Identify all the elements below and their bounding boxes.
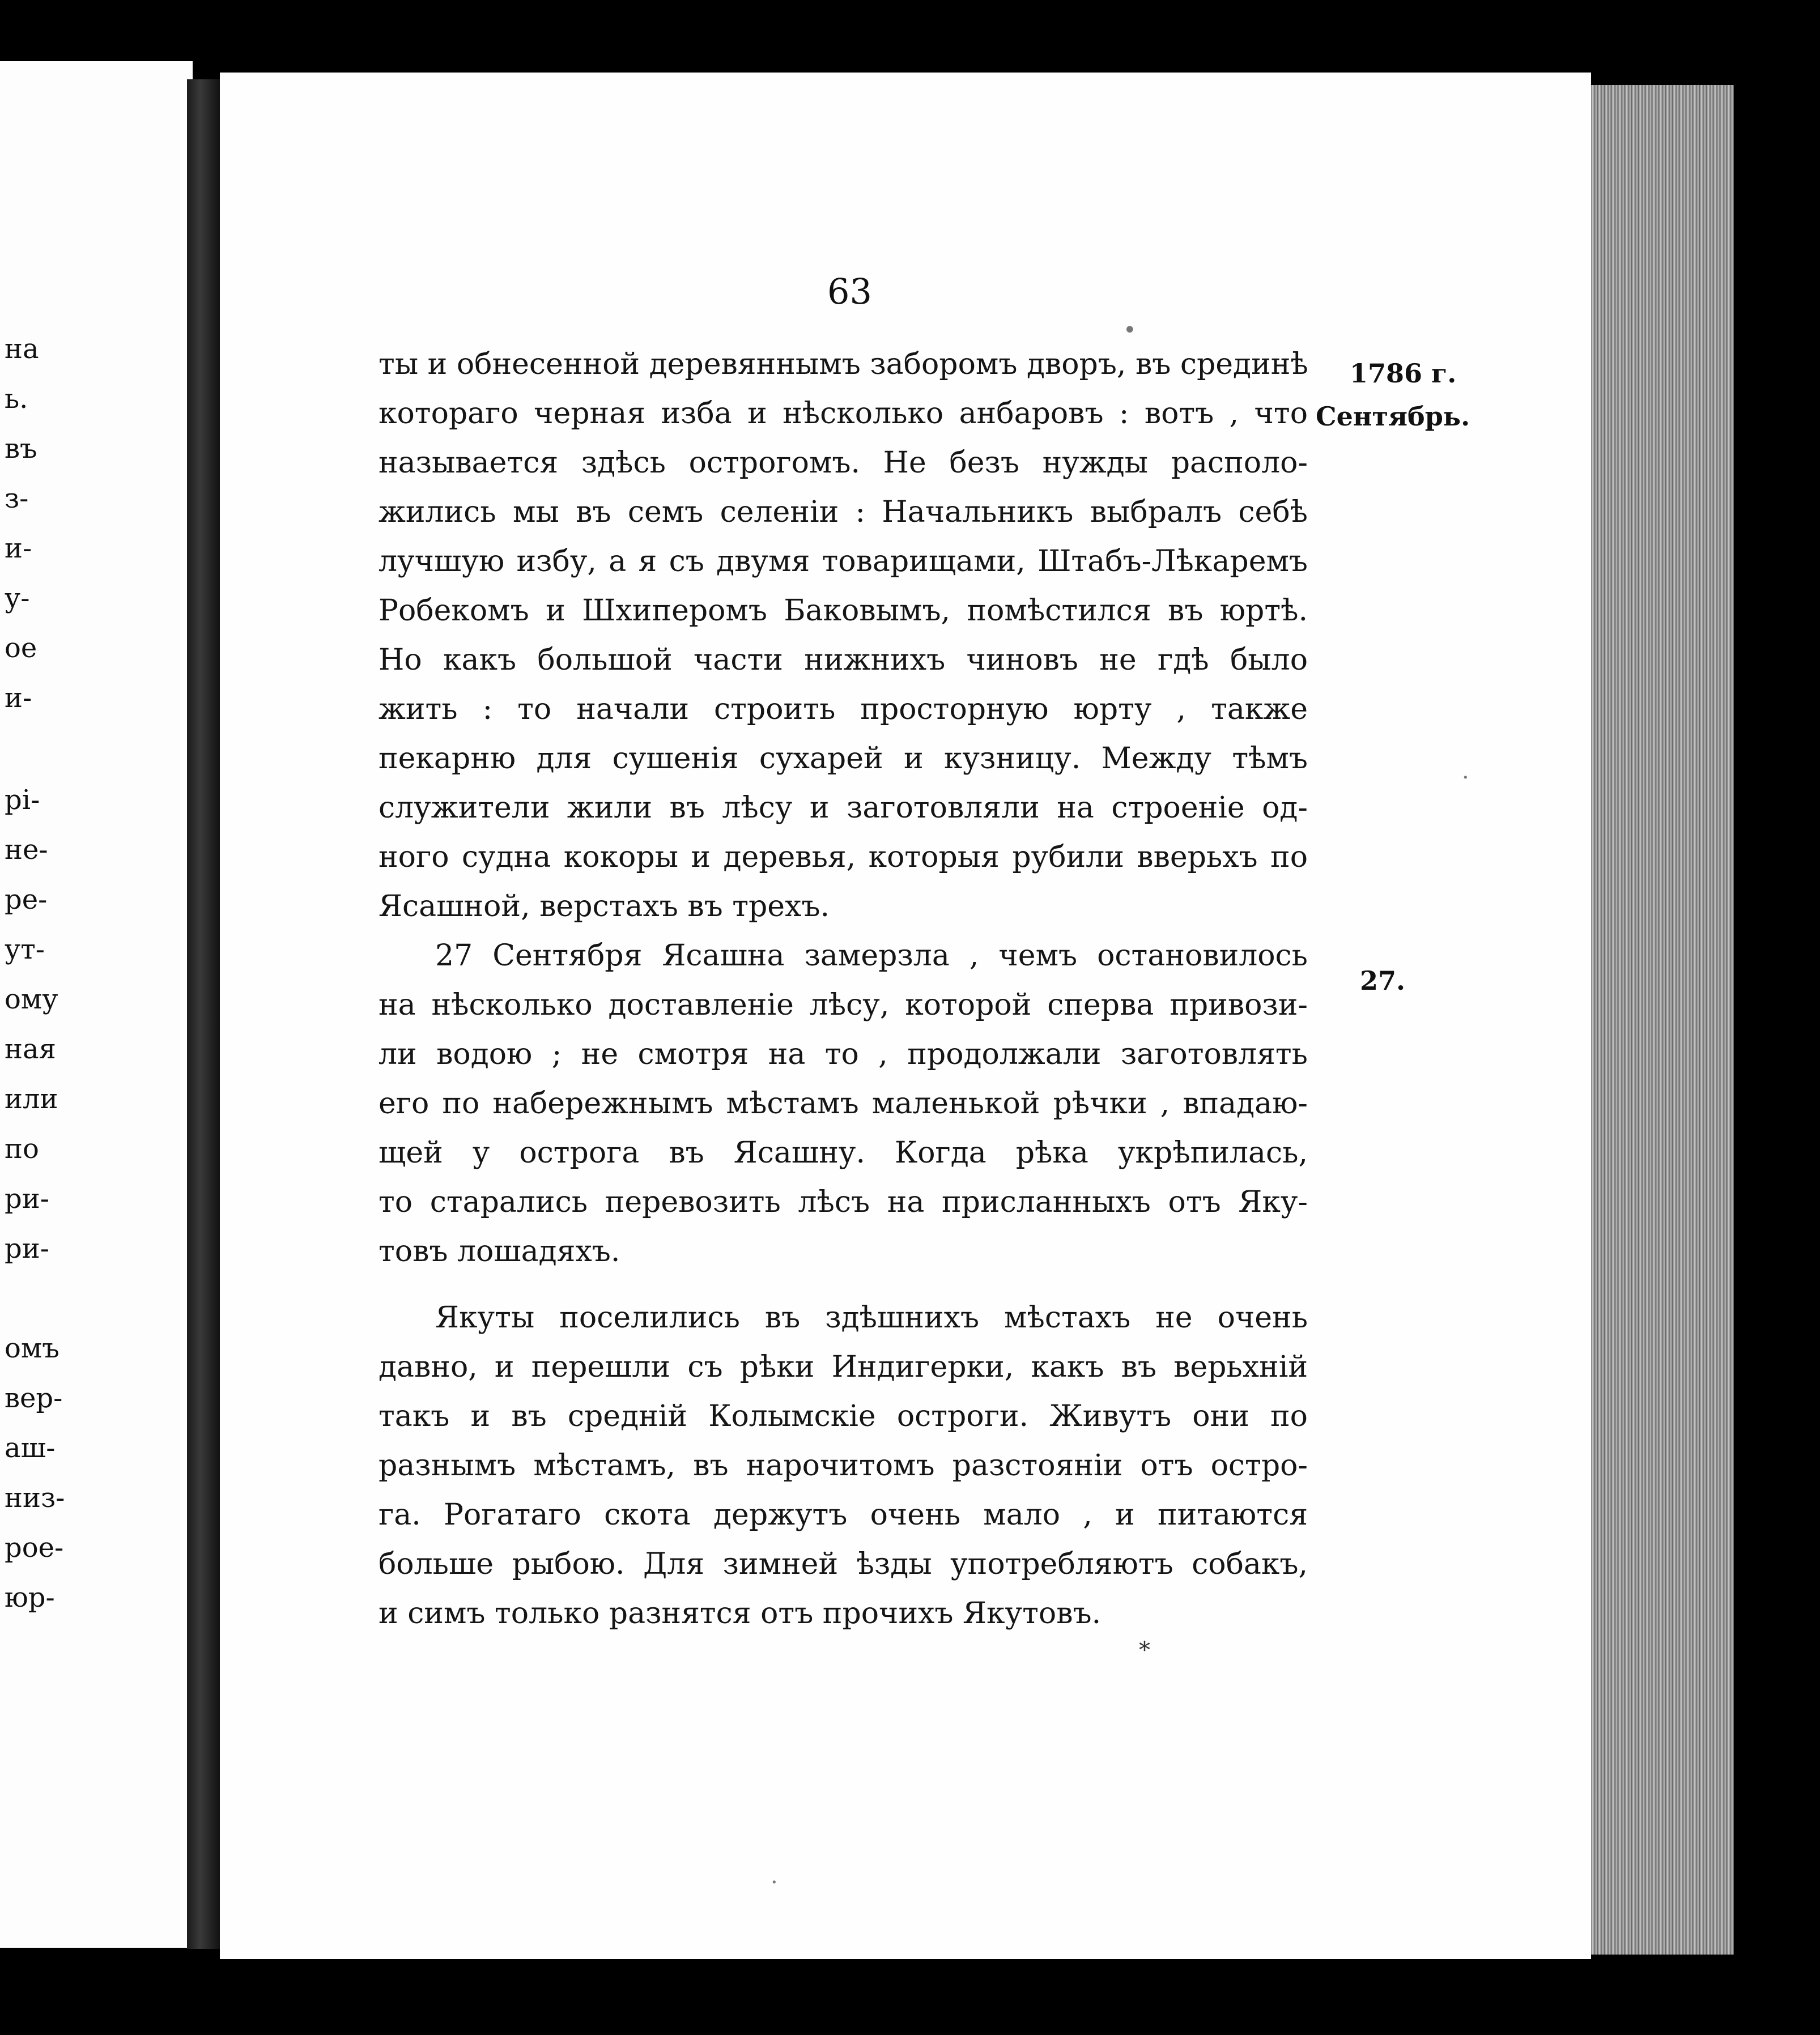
margin-note-year: 1786 г. (1350, 358, 1457, 389)
paragraph-gap (379, 1276, 1308, 1293)
text-line: Робекомъ и Шхиперомъ Баковымъ, помѣстился въ юртѣ. (379, 594, 1308, 628)
page-edges (1591, 85, 1734, 1955)
text-line: жились мы въ семъ селеніи : Начальникъ выбралъ себѣ (379, 495, 1308, 529)
text-line: больше рыбою. Для зимней ѣзды употребляютъ собакъ, (379, 1547, 1308, 1581)
left-fragment: или (5, 1083, 58, 1115)
text-line: котораго черная изба и нѣсколько анбаровъ : вотъ , что (379, 397, 1308, 431)
ink-speck: · (771, 1870, 778, 1896)
left-fragment: рі- (5, 784, 40, 816)
left-fragment: на (5, 333, 39, 365)
left-fragment: въ (5, 433, 37, 465)
ink-speck: • (1123, 317, 1137, 343)
text-line: называется здѣсь острогомъ. Не безъ нужды располо- (379, 446, 1308, 480)
left-fragment: ная (5, 1033, 56, 1065)
text-line: Ясашной, верстахъ въ трехъ. (379, 889, 830, 923)
left-fragment: низ- (5, 1482, 65, 1514)
left-fragment: и- (5, 682, 32, 714)
text-line: щей у острога въ Ясашну. Когда рѣка укрѣпилась, (379, 1136, 1308, 1170)
ink-speck: · (1462, 765, 1469, 791)
text-line: ты и обнесенной деревяннымъ заборомъ дворъ, въ срединѣ (379, 347, 1308, 381)
left-fragment: рое- (5, 1532, 64, 1564)
text-line: пекарню для сушенія сухарей и кузницу. Между тѣмъ (379, 742, 1308, 776)
left-fragment: у- (5, 582, 30, 614)
catchword-asterisk: * (1139, 1637, 1150, 1663)
book-gutter (187, 79, 220, 1949)
left-fragment: ри- (5, 1233, 49, 1265)
left-fragment: ут- (5, 934, 45, 965)
left-fragment: юр- (5, 1582, 55, 1613)
text-line: на нѣсколько доставленіе лѣсу, которой сперва привози- (379, 988, 1308, 1022)
text-line: Но какъ большой части нижнихъ чиновъ не гдѣ было (379, 643, 1308, 677)
margin-note-day: 27. (1360, 965, 1406, 996)
left-fragment: аш- (5, 1432, 56, 1464)
text-line: и симъ только разнятся отъ прочихъ Якутовъ. (379, 1597, 1102, 1630)
left-fragment: з- (5, 483, 29, 514)
left-fragment: по (5, 1133, 39, 1165)
text-line: Якуты поселились въ здѣшнихъ мѣстахъ не очень (435, 1301, 1308, 1335)
page-number: 63 (827, 271, 872, 312)
left-fragment: вер- (5, 1382, 63, 1414)
text-line: давно, и перешли съ рѣки Индигерки, какъ въ верьхній (379, 1350, 1308, 1384)
text-line: ли водою ; не смотря на то , продолжали заготовлять (379, 1037, 1308, 1071)
text-line: то старались перевозить лѣсъ на присланныхъ отъ Яку- (379, 1185, 1308, 1219)
text-line: ного судна кокоры и деревья, которыя рубили вверьхъ по (379, 840, 1308, 874)
left-fragment: ое (5, 632, 37, 664)
left-fragment: не- (5, 834, 48, 866)
text-line: лучшую избу, а я съ двумя товарищами, Штабъ-Лѣкаремъ (379, 544, 1308, 578)
text-line: служители жили въ лѣсу и заготовляли на строеніе од- (379, 791, 1308, 825)
left-fragment: ре- (5, 884, 48, 916)
text-line: его по набережнымъ мѣстамъ маленькой рѣчки , впадаю- (379, 1087, 1308, 1121)
left-fragment: ри- (5, 1183, 49, 1215)
previous-page-fragment (0, 61, 193, 1948)
left-fragment: ь. (5, 383, 28, 415)
text-line: жить : то начали строить просторную юрту , также (379, 692, 1308, 726)
text-line: 27 Сентября Ясашна замерзла , чемъ остановилось (435, 939, 1308, 973)
left-fragment: и- (5, 533, 32, 564)
text-line: разнымъ мѣстамъ, въ нарочитомъ разстояніи отъ остро- (379, 1449, 1308, 1483)
left-fragment: омъ (5, 1332, 59, 1364)
text-line: га. Рогатаго скота держутъ очень мало , и питаются (379, 1498, 1308, 1532)
left-fragment: ому (5, 984, 58, 1015)
margin-note-month: Сентябрь. (1316, 401, 1470, 432)
text-line: такъ и въ средній Колымскіе остроги. Живутъ они по (379, 1399, 1308, 1433)
text-line: товъ лошадяхъ. (379, 1234, 620, 1268)
body-text (379, 340, 1308, 1638)
